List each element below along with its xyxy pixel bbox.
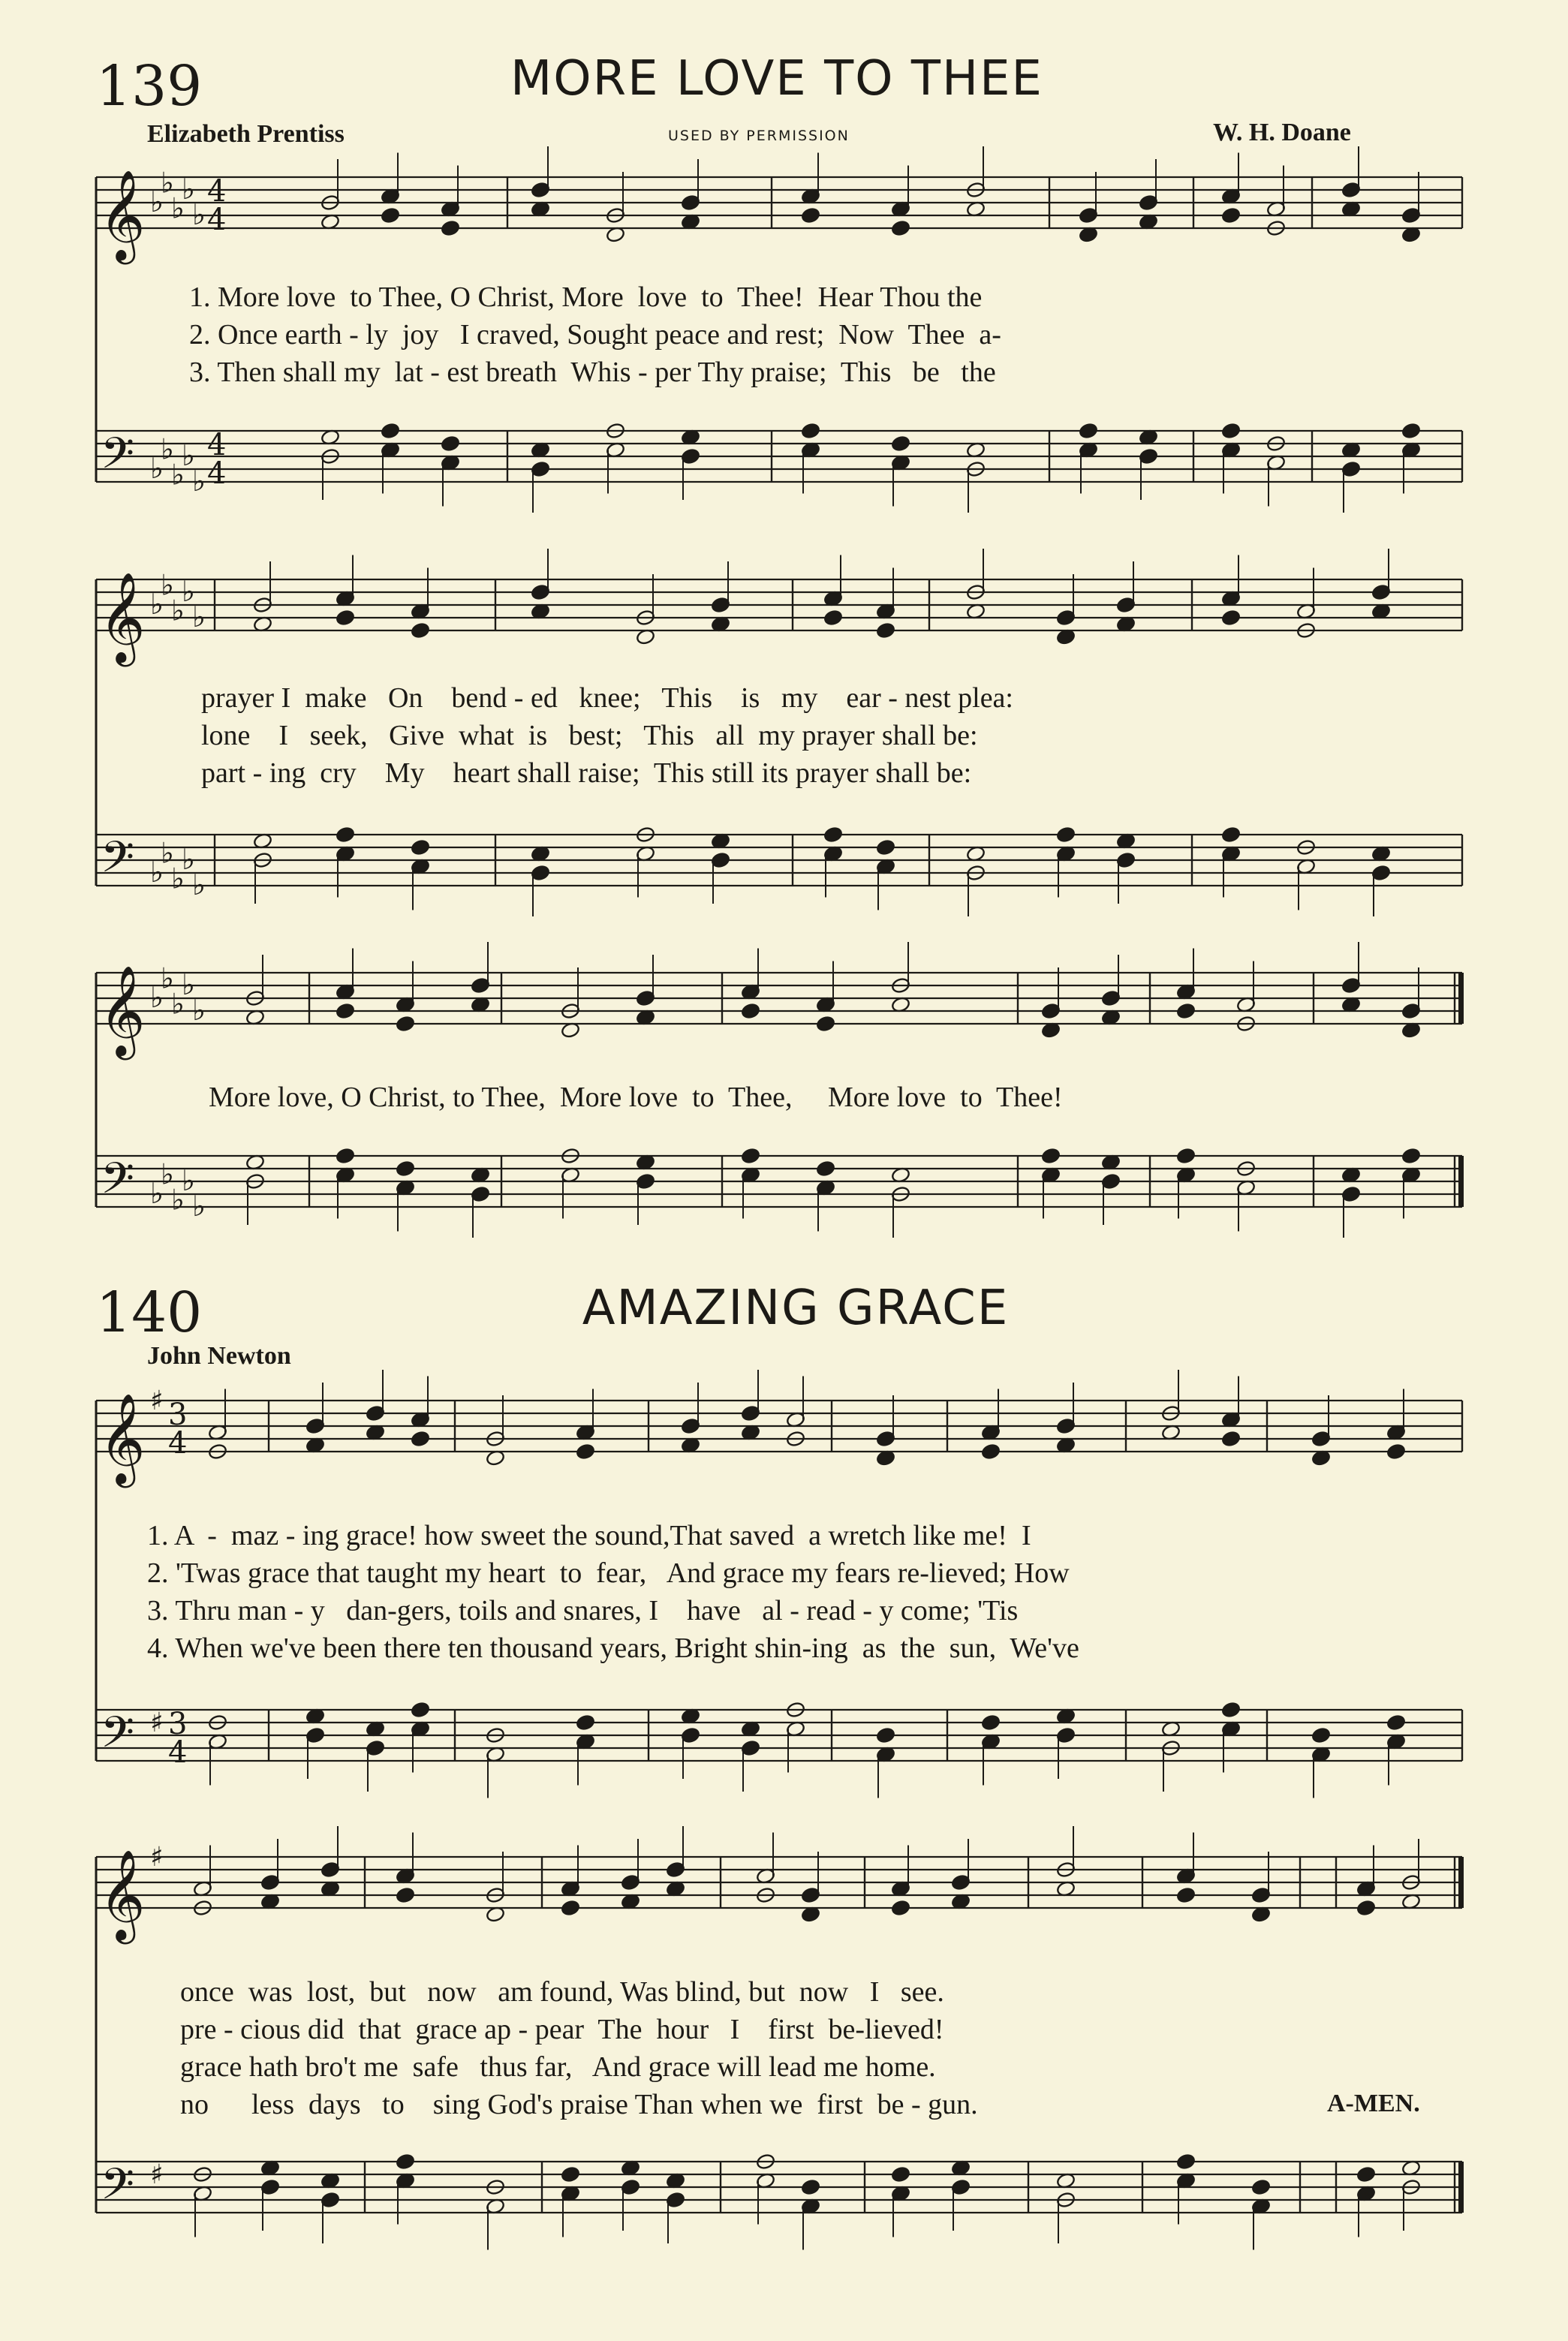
hymn140-treble-1-note-head	[1221, 1431, 1241, 1448]
hymn139-treble-1-note-head	[1221, 207, 1241, 224]
hymn139-bass-1-note-head	[1401, 423, 1421, 440]
flat-sign-icon: ♭	[161, 836, 174, 870]
hymn139-bass-3-note-head	[741, 1148, 760, 1165]
hymn139-bass-1-note-head	[1079, 423, 1098, 440]
hymn140-treble-2-note-head	[1356, 1900, 1376, 1917]
hymn139-treble-1-note-head	[801, 207, 820, 224]
hymn139-bass-3-note-head	[1176, 1148, 1196, 1165]
hymn140-bass-2-note-head	[396, 2153, 415, 2171]
permission-note: USED BY PERMISSION	[668, 128, 850, 144]
hymn139-bass-3-note-head	[816, 1160, 835, 1178]
bass-clef-icon: 𝄢	[101, 1153, 135, 1214]
sharp-sign-icon: ♯	[150, 1842, 164, 1873]
hymn139-treble-2-note-head	[411, 622, 430, 639]
hymn139-treble-2-note-head	[1221, 609, 1241, 627]
flat-sign-icon: ♭	[182, 173, 195, 206]
bass-clef-icon: 𝄢	[101, 428, 135, 489]
flat-sign-icon: ♭	[171, 862, 185, 895]
sharp-sign-icon: ♯	[150, 2159, 164, 2190]
hymn139-treble-3-note-head	[816, 1016, 835, 1033]
hymn139-bass-3-note-head	[396, 1160, 415, 1178]
hymn139-bass-1-note-head	[801, 423, 820, 440]
hymn140-treble-staff-2-final-bar-thick	[1458, 1857, 1464, 1908]
flat-sign-icon: ♭	[161, 961, 174, 995]
hymn-number-139: 139	[96, 54, 203, 119]
hymn140-bass-2-note-head	[1176, 2153, 1196, 2171]
hymn139-bass-1-note-head	[891, 435, 910, 453]
treble-clef-icon: 𝄞	[99, 169, 146, 260]
flat-sign-icon: ♭	[150, 1177, 164, 1210]
lyric-139-s2-v1: prayer I make On bend - ed knee; This is my ear - nest plea:	[201, 682, 1013, 714]
hymn140-treble-2-note-head	[396, 1887, 415, 1904]
lyric-139-s1-v3: 3. Then shall my lat - est breath Whis - per Thy praise; This be the	[189, 357, 996, 388]
bass-clef-icon: 𝄢	[101, 1707, 135, 1768]
hymn139-bass-2-note-head	[1056, 826, 1076, 844]
author-credit-139: Elizabeth Prentiss	[147, 120, 345, 148]
bass-clef-icon: 𝄢	[101, 832, 135, 893]
lyric-139-s3-refrain: More love, O Christ, to Thee, More love to Thee, More love to Thee!	[209, 1082, 1063, 1113]
hymn139-bass-2-note-head	[336, 826, 355, 844]
hymn139-treble-1-note-head	[441, 220, 460, 237]
flat-sign-icon: ♭	[161, 166, 174, 200]
hymn139-treble-1-note-head	[891, 220, 910, 237]
lyric-140-s2-v2: pre - cious did that grace ap - pear The hour I first be-lieved!	[180, 2014, 944, 2045]
flat-sign-icon: ♭	[192, 600, 206, 633]
lyric-139-s2-v2: lone I seek, Give what is best; This all my prayer shall be:	[201, 720, 978, 751]
hymn140-bass-2-note-head	[561, 2166, 580, 2183]
composer-credit-139: W. H. Doane	[1213, 119, 1351, 146]
hymn140-bass-1-note-head	[576, 1714, 595, 1732]
hymn139-bass-1-note-head	[1221, 423, 1241, 440]
flat-sign-icon: ♭	[192, 465, 206, 498]
hymn140-treble-2-note-head	[1176, 1887, 1196, 1904]
hymn-title-139: MORE LOVE TO THEE	[510, 51, 1043, 107]
hymn139-treble-3-note-head	[336, 1003, 355, 1020]
lyric-139-s1-v2: 2. Once earth - ly joy I craved, Sought peace and rest; Now Thee a-	[189, 319, 1001, 351]
hymn139-bass-3-note-head	[336, 1148, 355, 1165]
time-sig-bottom: 4	[168, 1735, 188, 1770]
hymn140-treble-1-note-head	[411, 1431, 430, 1448]
hymn139-bass-2-note-head	[1221, 826, 1241, 844]
flat-sign-icon: ♭	[161, 568, 174, 602]
hymn139-treble-2-note-head	[336, 609, 355, 627]
hymn139-treble-staff-3-final-bar-thick	[1458, 973, 1464, 1024]
lyric-140-s2-v4: no less days to sing God's praise Than when we first be - gun.	[180, 2089, 978, 2120]
hymn139-treble-3-note-head	[741, 1003, 760, 1020]
hymn139-bass-2-note-head	[823, 826, 843, 844]
hymn140-bass-1-note-head	[876, 1727, 895, 1744]
hymn140-treble-1-note-head	[1386, 1443, 1406, 1461]
author-credit-140: John Newton	[147, 1342, 291, 1370]
flat-sign-icon: ♭	[192, 994, 206, 1027]
hymn139-treble-3-note-head	[396, 1016, 415, 1033]
flat-sign-icon: ♭	[171, 594, 185, 627]
hymn139-bass-3-note-head	[1041, 1148, 1061, 1165]
hymn140-bass-1-note-head	[1311, 1727, 1331, 1744]
treble-clef-icon: 𝄞	[99, 1849, 146, 1940]
flat-sign-icon: ♭	[182, 1164, 195, 1197]
hymn139-bass-2-note-head	[876, 839, 895, 856]
hymn139-bass-2-note-head	[411, 839, 430, 856]
flat-sign-icon: ♭	[182, 968, 195, 1001]
flat-sign-icon: ♭	[161, 1157, 174, 1191]
hymn140-bass-2-note-head	[1356, 2166, 1376, 2183]
hymn140-bass-1-note-head	[1386, 1714, 1406, 1732]
time-sig-bottom: 4	[207, 456, 227, 491]
hymn139-bass-staff-3-final-bar-thick	[1458, 1156, 1464, 1207]
hymn140-treble-2-note-head	[891, 1900, 910, 1917]
hymn139-bass-1-note-head	[381, 423, 400, 440]
lyric-140-s1-v4: 4. When we've been there ten thousand years, Bright shin-ing as the sun, We've	[147, 1632, 1079, 1664]
time-sig-top: 3	[168, 1398, 188, 1432]
flat-sign-icon: ♭	[150, 856, 164, 889]
hymn-number-140: 140	[96, 1280, 203, 1345]
hymn139-treble-3-note-head	[1176, 1003, 1196, 1020]
hymn140-treble-1-note-head	[576, 1443, 595, 1461]
hymn140-bass-1-note-head	[411, 1702, 430, 1719]
flat-sign-icon: ♭	[192, 1190, 206, 1223]
treble-clef-icon: 𝄞	[99, 964, 146, 1056]
hymn140-bass-2-note-head	[801, 2179, 820, 2196]
treble-clef-icon: 𝄞	[99, 1392, 146, 1484]
flat-sign-icon: ♭	[182, 439, 195, 472]
time-sig-top: 4	[207, 428, 227, 462]
flat-sign-icon: ♭	[171, 191, 185, 225]
lyric-139-s2-v3: part - ing cry My heart shall raise; This still its prayer shall be:	[201, 757, 972, 789]
time-sig-bottom: 4	[168, 1426, 188, 1461]
flat-sign-icon: ♭	[150, 452, 164, 485]
lyric-139-s1-v1: 1. More love to Thee, O Christ, More love to Thee! Hear Thou the	[189, 281, 983, 313]
flat-sign-icon: ♭	[192, 198, 206, 231]
hymn140-bass-1-note-head	[981, 1714, 1001, 1732]
hymn139-bass-1-note-head	[441, 435, 460, 453]
lyric-140-s1-v1: 1. A - maz - ing grace! how sweet the sound,That saved a wretch like me! I	[147, 1520, 1031, 1551]
flat-sign-icon: ♭	[171, 458, 185, 492]
flat-sign-icon: ♭	[182, 575, 195, 608]
flat-sign-icon: ♭	[171, 987, 185, 1021]
hymn140-treble-1-note-head	[981, 1443, 1001, 1461]
hymn140-bass-1-note-head	[1221, 1702, 1241, 1719]
flat-sign-icon: ♭	[150, 185, 164, 218]
flat-sign-icon: ♭	[192, 868, 206, 901]
hymn139-bass-3-note-head	[1401, 1148, 1421, 1165]
hymn139-treble-2-note-head	[823, 609, 843, 627]
flat-sign-icon: ♭	[150, 981, 164, 1014]
sharp-sign-icon: ♯	[150, 1386, 164, 1416]
hymn140-treble-2-note-head	[561, 1900, 580, 1917]
amen-label: A-MEN.	[1327, 2090, 1420, 2117]
time-sig-top: 3	[168, 1707, 188, 1741]
flat-sign-icon: ♭	[161, 432, 174, 466]
sharp-sign-icon: ♯	[150, 1708, 164, 1738]
hymn139-treble-1-note-head	[381, 207, 400, 224]
flat-sign-icon: ♭	[150, 588, 164, 621]
hymn-title-140: AMAZING GRACE	[582, 1280, 1010, 1336]
flat-sign-icon: ♭	[182, 843, 195, 876]
treble-clef-icon: 𝄞	[99, 571, 146, 663]
time-sig-top: 4	[207, 174, 227, 209]
hymn140-bass-2-note-head	[1251, 2179, 1271, 2196]
hymn140-bass-2-note-head	[891, 2166, 910, 2183]
hymn139-treble-2-note-head	[876, 622, 895, 639]
lyric-140-s1-v2: 2. 'Twas grace that taught my heart to fear, And grace my fears re-lieved; How	[147, 1557, 1070, 1589]
flat-sign-icon: ♭	[171, 1183, 185, 1217]
time-sig-bottom: 4	[207, 203, 227, 237]
lyric-140-s2-v1: once was lost, but now am found, Was blind, but now I see.	[180, 1976, 944, 2008]
lyric-140-s1-v3: 3. Thru man - y dan-gers, toils and snares, I have al - read - y come; 'Tis	[147, 1595, 1019, 1626]
bass-clef-icon: 𝄢	[101, 2159, 135, 2220]
lyric-140-s2-v3: grace hath bro't me safe thus far, And grace will lead me home.	[180, 2051, 936, 2083]
hymn140-bass-staff-2-final-bar-thick	[1458, 2162, 1464, 2213]
